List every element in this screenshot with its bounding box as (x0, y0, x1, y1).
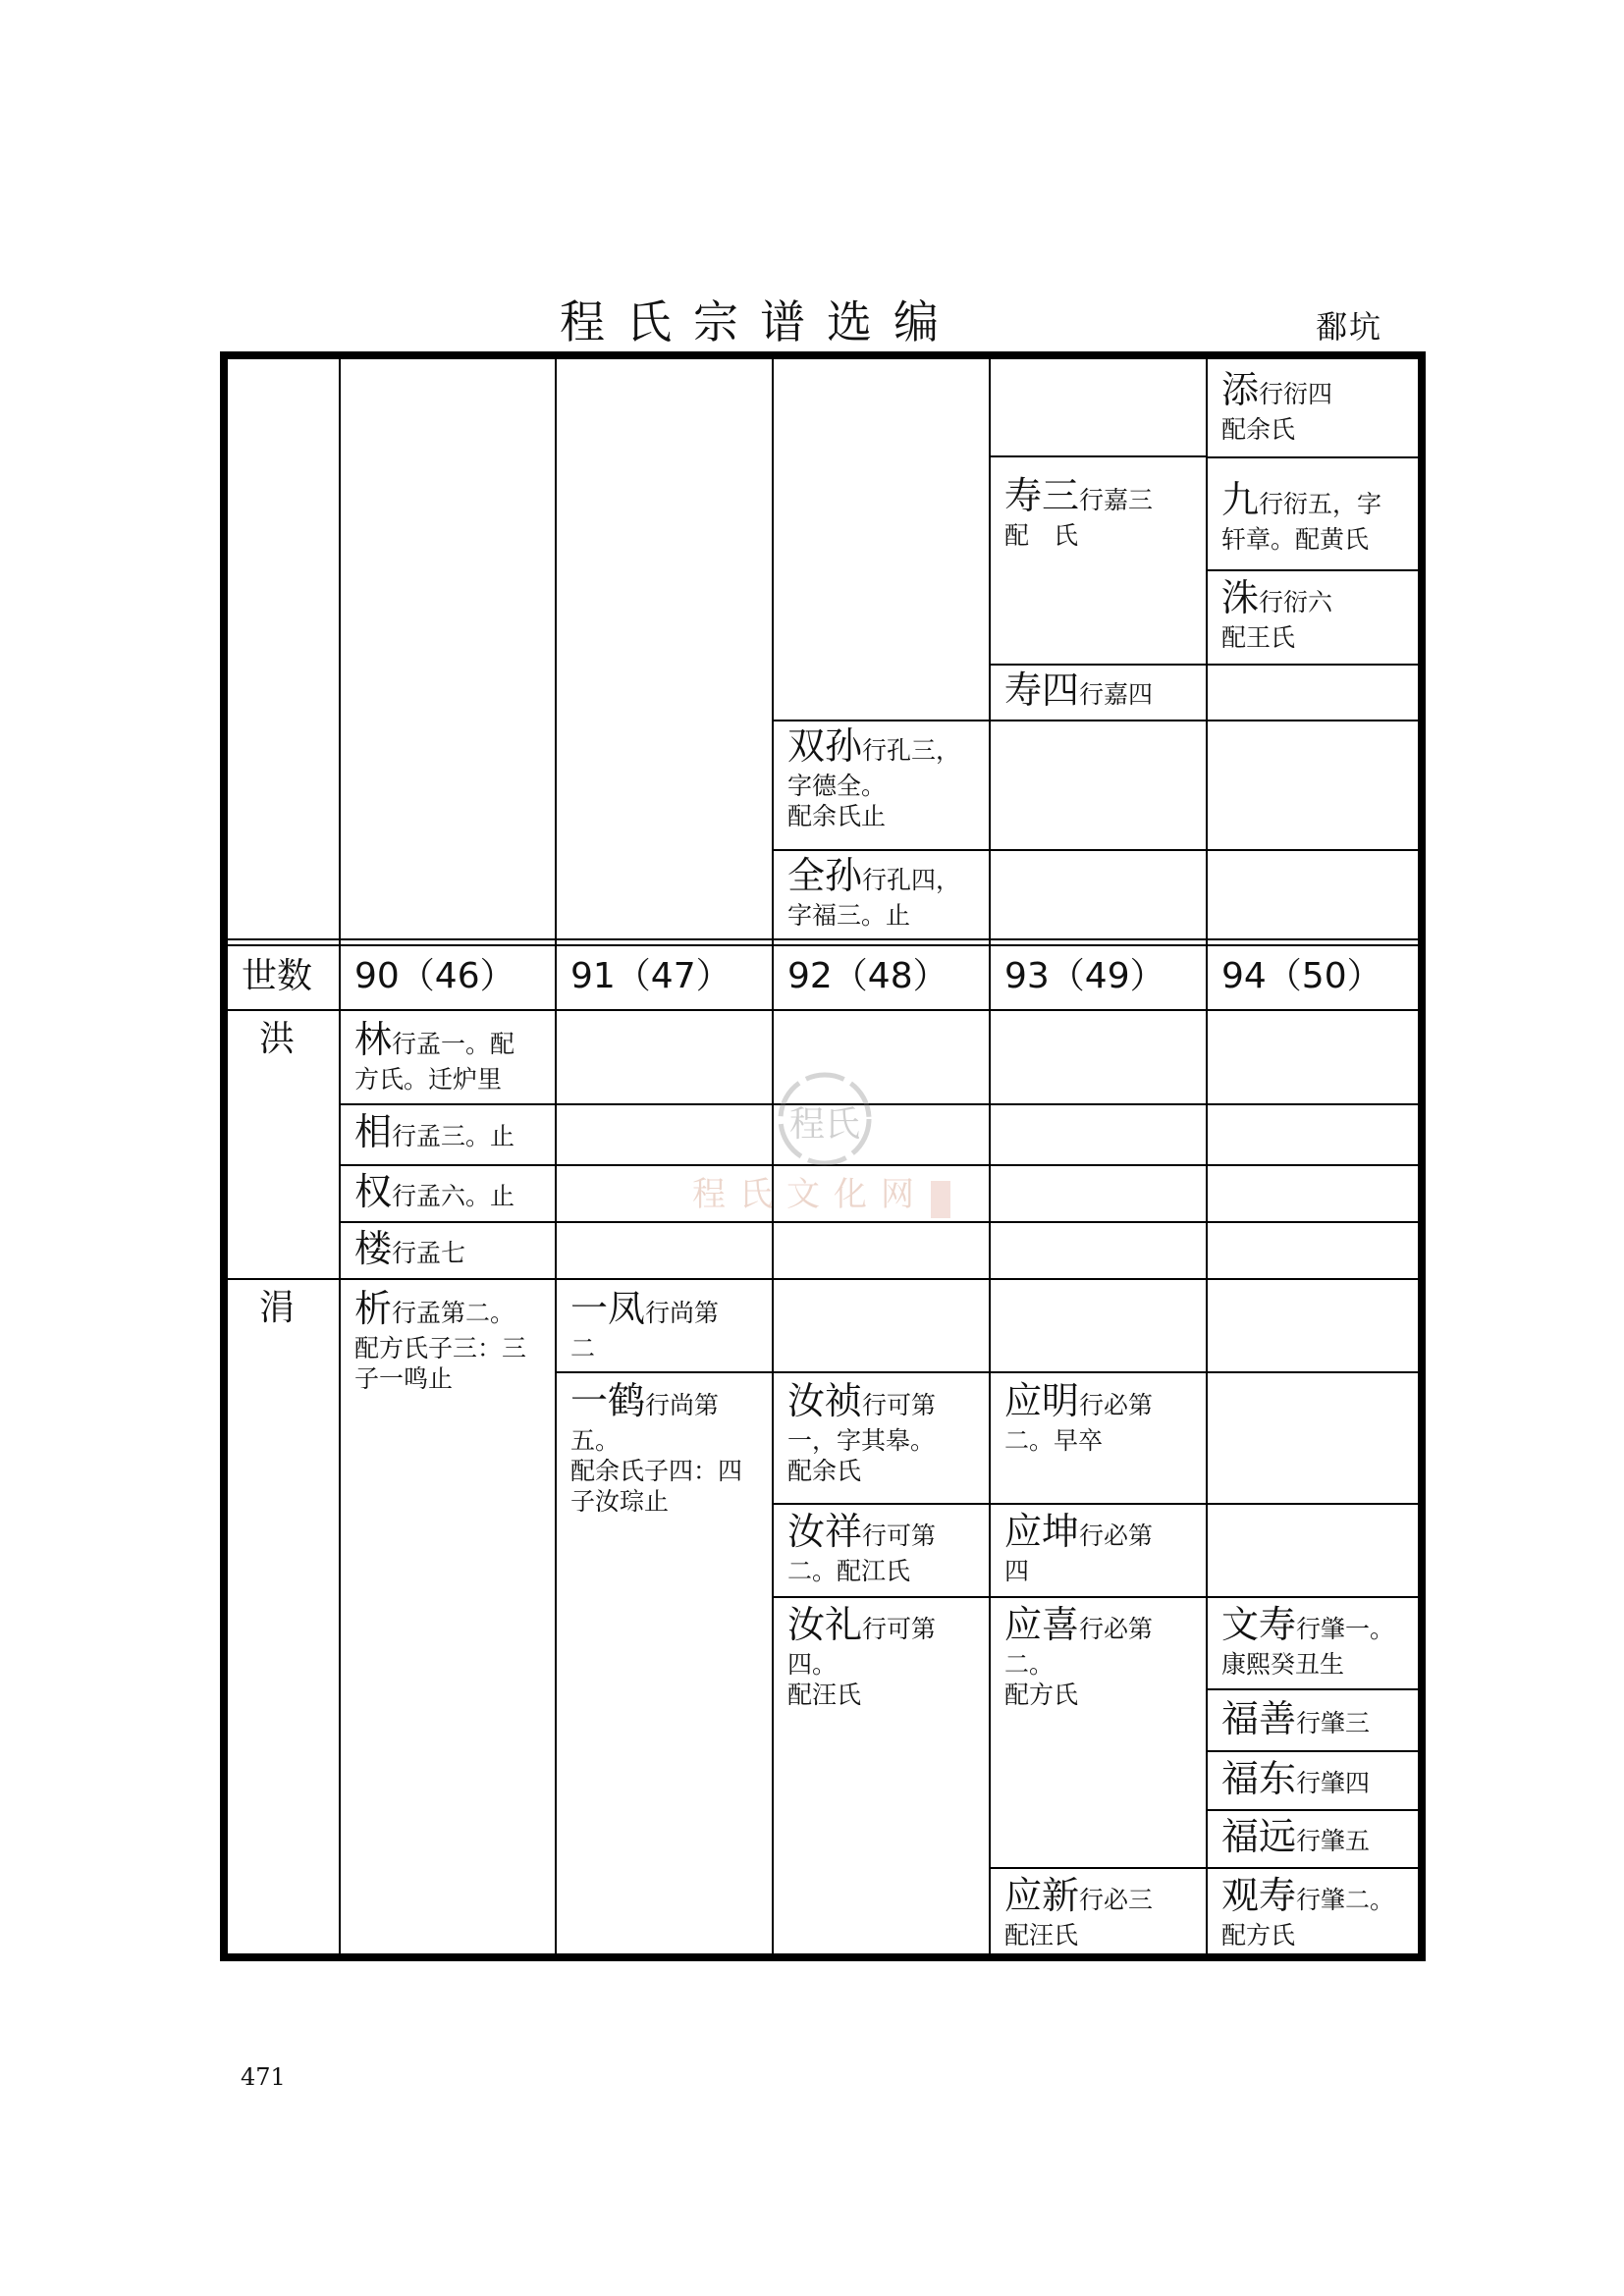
row-line (989, 455, 1206, 457)
entry-yingming: 应明行必第 二。早卒 (1004, 1379, 1154, 1455)
entry-zhu: 洙行衍六 配王氏 (1221, 576, 1333, 652)
svg-text:程氏: 程氏 (788, 1104, 861, 1145)
entry-tian: 添行衍四 配余氏 (1221, 368, 1333, 444)
entry-yingxin: 应新行必三 配汪氏 (1004, 1874, 1154, 1949)
entry-yingkun: 应坤行必第 四 (1004, 1510, 1154, 1585)
entry-ruli: 汝礼行可第 四。 配汪氏 (787, 1603, 937, 1709)
entry-lin: 林行孟一。配 方氏。迁炉里 (354, 1018, 515, 1094)
gen-header-90: 90（46） (354, 956, 515, 996)
page-number: 471 (241, 2063, 286, 2091)
entry-fuyuan: 福远行肇五 (1221, 1815, 1371, 1858)
entry-yifeng: 一凤行尚第 二 (570, 1287, 720, 1362)
entry-wenshou: 文寿行肇一。 康熙癸丑生 (1221, 1603, 1395, 1679)
row-line (1206, 569, 1420, 571)
row-line (1206, 456, 1420, 458)
entry-xiang: 相行孟三。止 (354, 1110, 515, 1153)
watermark-logo (687, 1065, 972, 1232)
gen-header-93: 93（49） (1004, 956, 1165, 996)
place-name: 鄱坑 (1316, 308, 1383, 346)
column-line (989, 359, 991, 1953)
entry-quan: 权行孟六。止 (354, 1170, 515, 1213)
entry-ruzhen: 汝祯行可第 一，字其皋。 配余氏 (787, 1379, 937, 1485)
row-line (1206, 1688, 1420, 1690)
branch-hong: 洪 (259, 1019, 296, 1059)
row-line (1206, 1750, 1420, 1752)
row-line (989, 1867, 1420, 1869)
entry-quansun: 全孙行孔四， 字福三。止 (787, 854, 961, 930)
entry-xi: 析行孟第二。 配方氏子三：三 子一鸣止 (354, 1287, 527, 1393)
row-line (772, 1596, 1420, 1598)
gen-header-92: 92（48） (787, 956, 948, 996)
entry-shousan: 寿三行嘉三 配 氏 (1004, 474, 1154, 550)
row-line (772, 1503, 1420, 1505)
section-separator (226, 938, 1420, 946)
column-line (555, 359, 557, 1953)
entry-ruxiang: 汝祥行可第 二。配江氏 (787, 1510, 937, 1585)
entry-fudong: 福东行肇四 (1221, 1757, 1371, 1800)
entry-shousi: 寿四行嘉四 (1004, 668, 1154, 712)
column-line (339, 359, 341, 1953)
gen-header-94: 94（50） (1221, 956, 1382, 996)
entry-yihe: 一鹤行尚第 五。 配余氏子四：四 子汝琮止 (570, 1379, 743, 1516)
entry-jiu: 九行衍五，字 轩章。配黄氏 (1221, 478, 1382, 554)
entry-lou: 楼行孟七 (354, 1227, 466, 1270)
generation-label: 世数 (242, 956, 313, 996)
row-line (226, 1278, 1420, 1280)
row-line (555, 1371, 1420, 1373)
entry-yingxi: 应喜行必第 二。 配方氏 (1004, 1603, 1154, 1709)
entry-fushan: 福善行肇三 (1221, 1697, 1371, 1740)
entry-shuangsun: 双孙行孔三， 字德全。 配余氏止 (787, 724, 961, 830)
branch-juan: 涓 (259, 1288, 296, 1328)
svg-text:程氏文化网: 程氏文化网 (692, 1175, 928, 1214)
entry-guanshou: 观寿行肇二。 配方氏 (1221, 1874, 1395, 1949)
row-line (1206, 1809, 1420, 1811)
row-line (226, 1009, 1420, 1011)
gen-header-91: 91（47） (570, 956, 731, 996)
document-title: 程氏宗谱选编 (560, 295, 960, 348)
